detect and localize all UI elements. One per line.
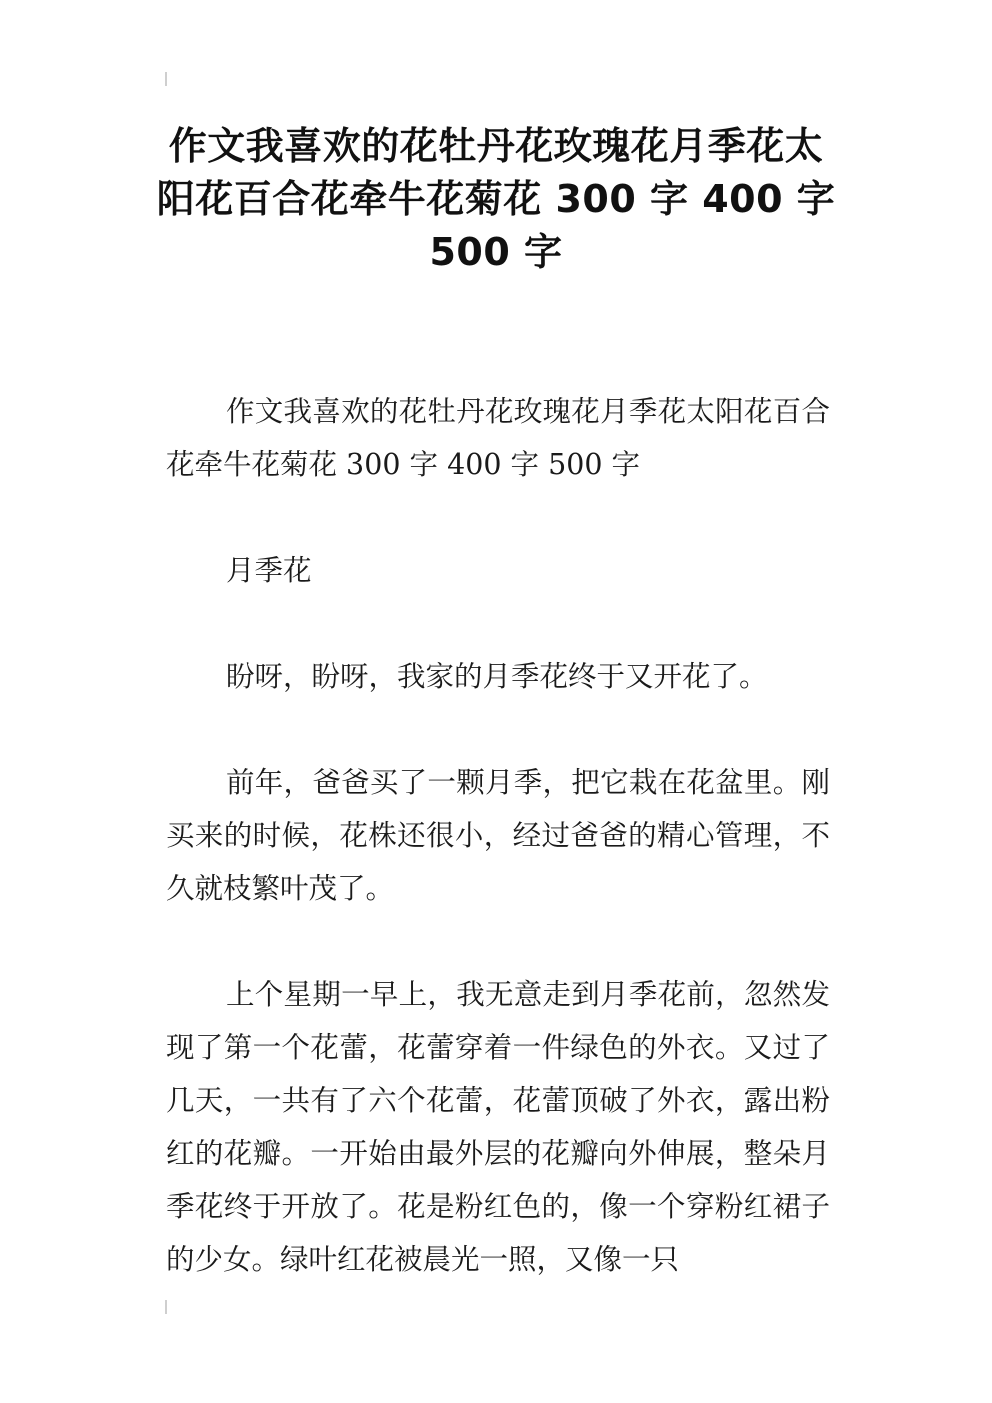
document-title: 作文我喜欢的花牡丹花玫瑰花月季花太阳花百合花牵牛花菊花 300 字 400 字 500 字 (156, 124, 836, 274)
paragraph-heading-yuejihua: 月季花 (226, 554, 312, 587)
paragraph: 前年，爸爸买了一颗月季，把它栽在花盆里。刚买来的时候，花株还很小，经过爸爸的精心管理，不久就枝繁叶茂了。 (166, 766, 830, 905)
paragraph: 盼呀，盼呀，我家的月季花终于又开花了。 (226, 660, 768, 693)
paragraph: 上个星期一早上，我无意走到月季花前，忽然发现了第一个花蕾，花蕾穿着一件绿色的外衣。又过了几天，一共有了六个花蕾，花蕾顶破了外衣，露出粉红的花瓣。一开始由最外层的花瓣向外伸展，整朵月季花终于开放了。花是粉红色的，像一个穿粉红裙子的少女。绿叶红花被晨光一照，又像一只 (166, 978, 830, 1276)
document-body (166, 385, 830, 1339)
paragraph-subtitle: 作文我喜欢的花牡丹花玫瑰花月季花太阳花百合花牵牛花菊花 300 字 400 字 500 字 (166, 395, 830, 481)
page-corner-mark-bottom (165, 1300, 167, 1314)
page-corner-mark-top (165, 72, 167, 86)
